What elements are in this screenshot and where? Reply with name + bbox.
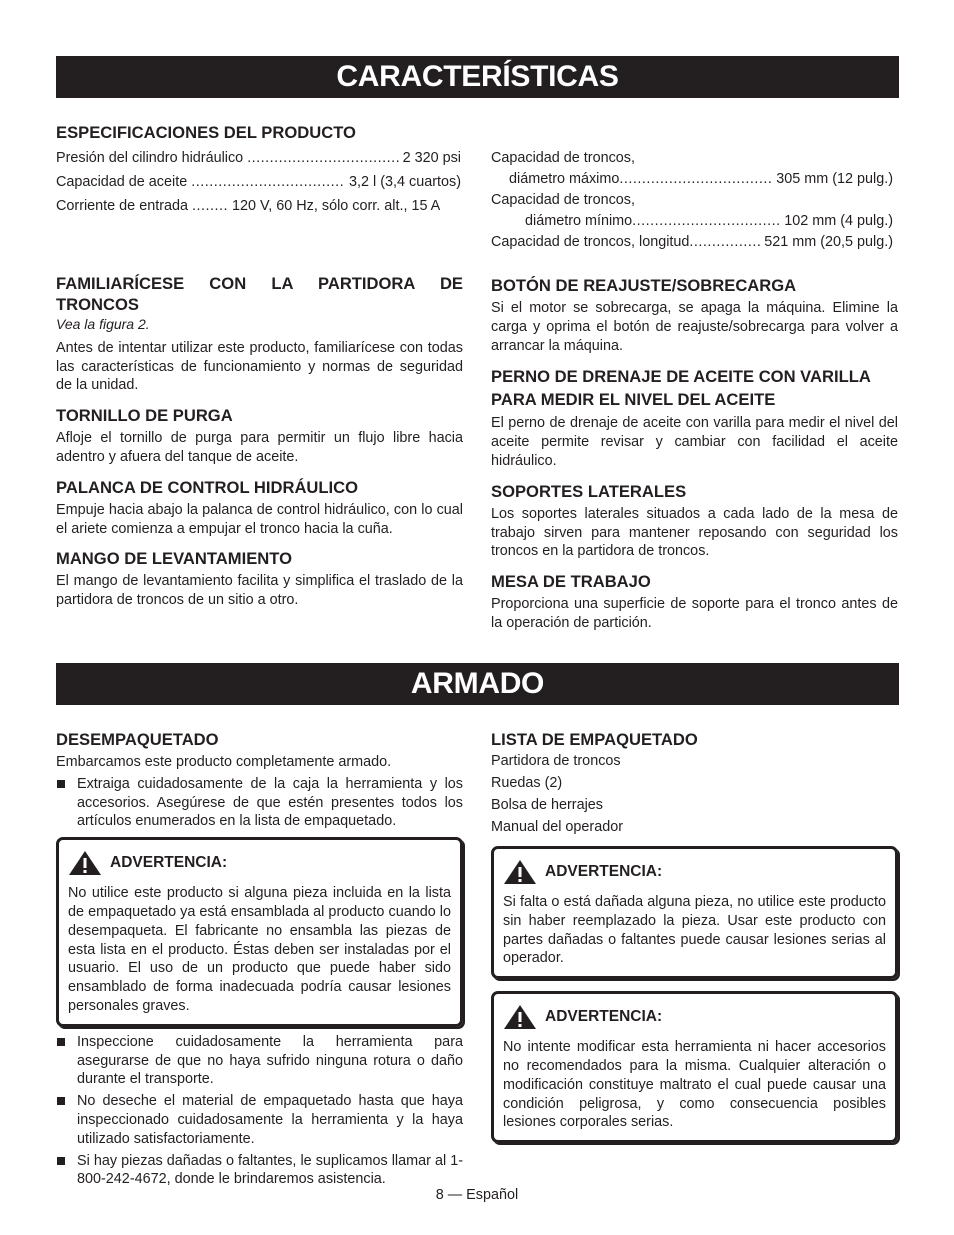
packing-list-item: Ruedas (2) <box>491 775 563 791</box>
mango-text: El mango de levantamiento facilita y simplifica el traslado de la partidora de troncos de un sitio a otro. <box>56 573 463 609</box>
bullet-square-icon <box>57 780 65 788</box>
mango-heading: MANGO DE LEVANTAMIENTO <box>56 549 292 569</box>
perno-text: El perno de drenaje de aceite con varilla para medir el nivel del aceite permite revisar y cambiar con facilidad el aceite hidráulico. <box>491 415 898 469</box>
armado-right-column <box>491 729 898 1143</box>
bullet-item: Extraiga cuidadosamente de la caja la herramienta y los accesorios. Asegúrese de que estén presentes todos los artículos enumerados en la lista de empaquetado. <box>56 775 463 831</box>
spec-row: Capacidad de troncos, longitud ..... 521 mm (20,5 pulg.) <box>491 232 893 253</box>
packing-list-item: Bolsa de herrajes <box>491 797 603 813</box>
spec-row: diámetro máximo ..... 305 mm (12 pulg.) <box>491 169 893 190</box>
tornillo-text: Afloje el tornillo de purga para permitir un flujo libre hacia adentro y afuera del tanque de aceite. <box>56 430 463 465</box>
desempaquetado-intro: Embarcamos este producto completamente armado. <box>56 754 392 770</box>
lista-heading: LISTA DE EMPAQUETADO <box>491 730 698 749</box>
warning-label: ADVERTENCIA: <box>545 862 663 880</box>
warning-label: ADVERTENCIA: <box>545 1007 663 1025</box>
spec-row: diámetro mínimo ..... 102 mm (4 pulg.) <box>491 211 893 232</box>
features-right-column <box>491 275 898 633</box>
spec-row: Capacidad de aceite ..... 3,2 l (3,4 cuartos) <box>56 170 461 194</box>
perno-heading: PERNO DE DRENAJE DE ACEITE CON VARILLA PARA MEDIR EL NIVEL DEL ACEITE <box>491 367 871 410</box>
figure-note: Vea la figura 2. <box>56 316 150 332</box>
bullet-item: Inspeccione cuidadosamente la herramienta para asegurarse de que no haya sufrido ninguna rotura o daño durante el transporte. <box>56 1033 463 1089</box>
bullet-square-icon <box>57 1097 65 1105</box>
warning-triangle-icon <box>503 1004 537 1030</box>
palanca-text: Empuje hacia abajo la palanca de control hidráulico, con lo cual el ariete comienza a empujar el tronco hacia la cuña. <box>56 501 463 537</box>
warning-text: No intente modificar esta herramienta ni hacer accesorios no recomendados para la misma. Cualquier alteración o modificación constituye maltrato el cual puede causar una condición peligrosa, y como consecuencia posibles lesiones corporales serias. <box>503 1039 886 1131</box>
warning-box <box>491 846 898 979</box>
palanca-heading: PALANCA DE CONTROL HIDRÁULICO <box>56 477 359 497</box>
boton-heading: BOTÓN DE REAJUSTE/SOBRECARGA <box>491 276 797 295</box>
bullet-item: No deseche el material de empaquetado hasta que haya inspeccionado cuidadosamente la herramienta y la haya utilizado satisfactoriamente. <box>56 1092 463 1148</box>
warning-triangle-icon <box>503 859 537 885</box>
specs-right-column <box>491 148 893 253</box>
warning-text: Si falta o está dañada alguna pieza, no utilice este producto sin haber reemplazado la pieza. Usar este producto con partes dañadas o faltantes puede causar lesiones serias al operador. <box>503 894 886 967</box>
bullet-square-icon <box>57 1038 65 1046</box>
spec-row: Presión del cilindro hidráulico ..... 2 320 psi <box>56 146 461 170</box>
packing-list-item: Partidora de troncos <box>491 753 621 769</box>
warning-box <box>491 991 898 1143</box>
armado-banner: ARMADO <box>56 663 899 705</box>
boton-text: Si el motor se sobrecarga, se apaga la máquina. Elimine la carga y oprima el botón de reajuste/sobrecarga para volver a arrancar la máquina. <box>491 300 898 354</box>
armado-left-column <box>56 729 463 1189</box>
spec-line: Capacidad de troncos, <box>491 150 635 166</box>
warning-text: No utilice este producto si alguna pieza incluida en la lista de empaquetado ya está ensamblada al producto cuando lo desempaqueta. El fabricante no ensambla las piezas de esta lista en el producto. Éstas deben ser instaladas por el usuario. El uso de un producto que puede haber sido ensamblado de forma inadecuada podría causar lesiones personales graves. <box>68 885 451 1014</box>
familiarize-heading: FAMILIARÍCESE CON LA PARTIDORA DE TRONCOS <box>56 274 463 314</box>
mesa-text: Proporciona una superficie de soporte para el tronco antes de la operación de partición. <box>491 596 898 631</box>
warning-box <box>56 837 463 1027</box>
bullet-item: Si hay piezas dañadas o faltantes, le suplicamos llamar al 1-800-242-4672, donde le brindaremos asistencia. <box>56 1152 463 1190</box>
desempaquetado-heading: DESEMPAQUETADO <box>56 730 219 749</box>
warning-header <box>68 850 451 876</box>
bullet-square-icon <box>57 1157 65 1165</box>
features-left-column <box>56 273 463 610</box>
page-footer: 8 — Español <box>435 1187 519 1203</box>
tornillo-heading: TORNILLO DE PURGA <box>56 406 233 426</box>
packing-list-item: Manual del operador <box>491 819 624 835</box>
familiarize-text: Antes de intentar utilizar este producto, familiarícese con todas las características de funcionamiento y normas de seguridad de la unidad. <box>56 339 463 394</box>
warning-triangle-icon <box>68 850 102 876</box>
caracteristicas-banner: CARACTERÍSTICAS <box>56 56 899 98</box>
spec-row: Corriente de entrada ..... 120 V, 60 Hz, sólo corr. alt., 15 A <box>56 194 461 218</box>
specs-left-column <box>56 122 461 218</box>
warning-header <box>503 859 886 885</box>
warning-label: ADVERTENCIA: <box>110 853 228 871</box>
soportes-heading: SOPORTES LATERALES <box>491 481 687 501</box>
specs-heading: ESPECIFICACIONES DEL PRODUCTO <box>56 123 356 142</box>
spec-line: Capacidad de troncos, <box>491 192 635 208</box>
mesa-heading: MESA DE TRABAJO <box>491 572 651 592</box>
soportes-text: Los soportes laterales situados a cada lado de la mesa de trabajo sirven para mantener reposando con seguridad los troncos en la partidora de troncos. <box>491 505 898 560</box>
warning-header <box>503 1004 886 1030</box>
